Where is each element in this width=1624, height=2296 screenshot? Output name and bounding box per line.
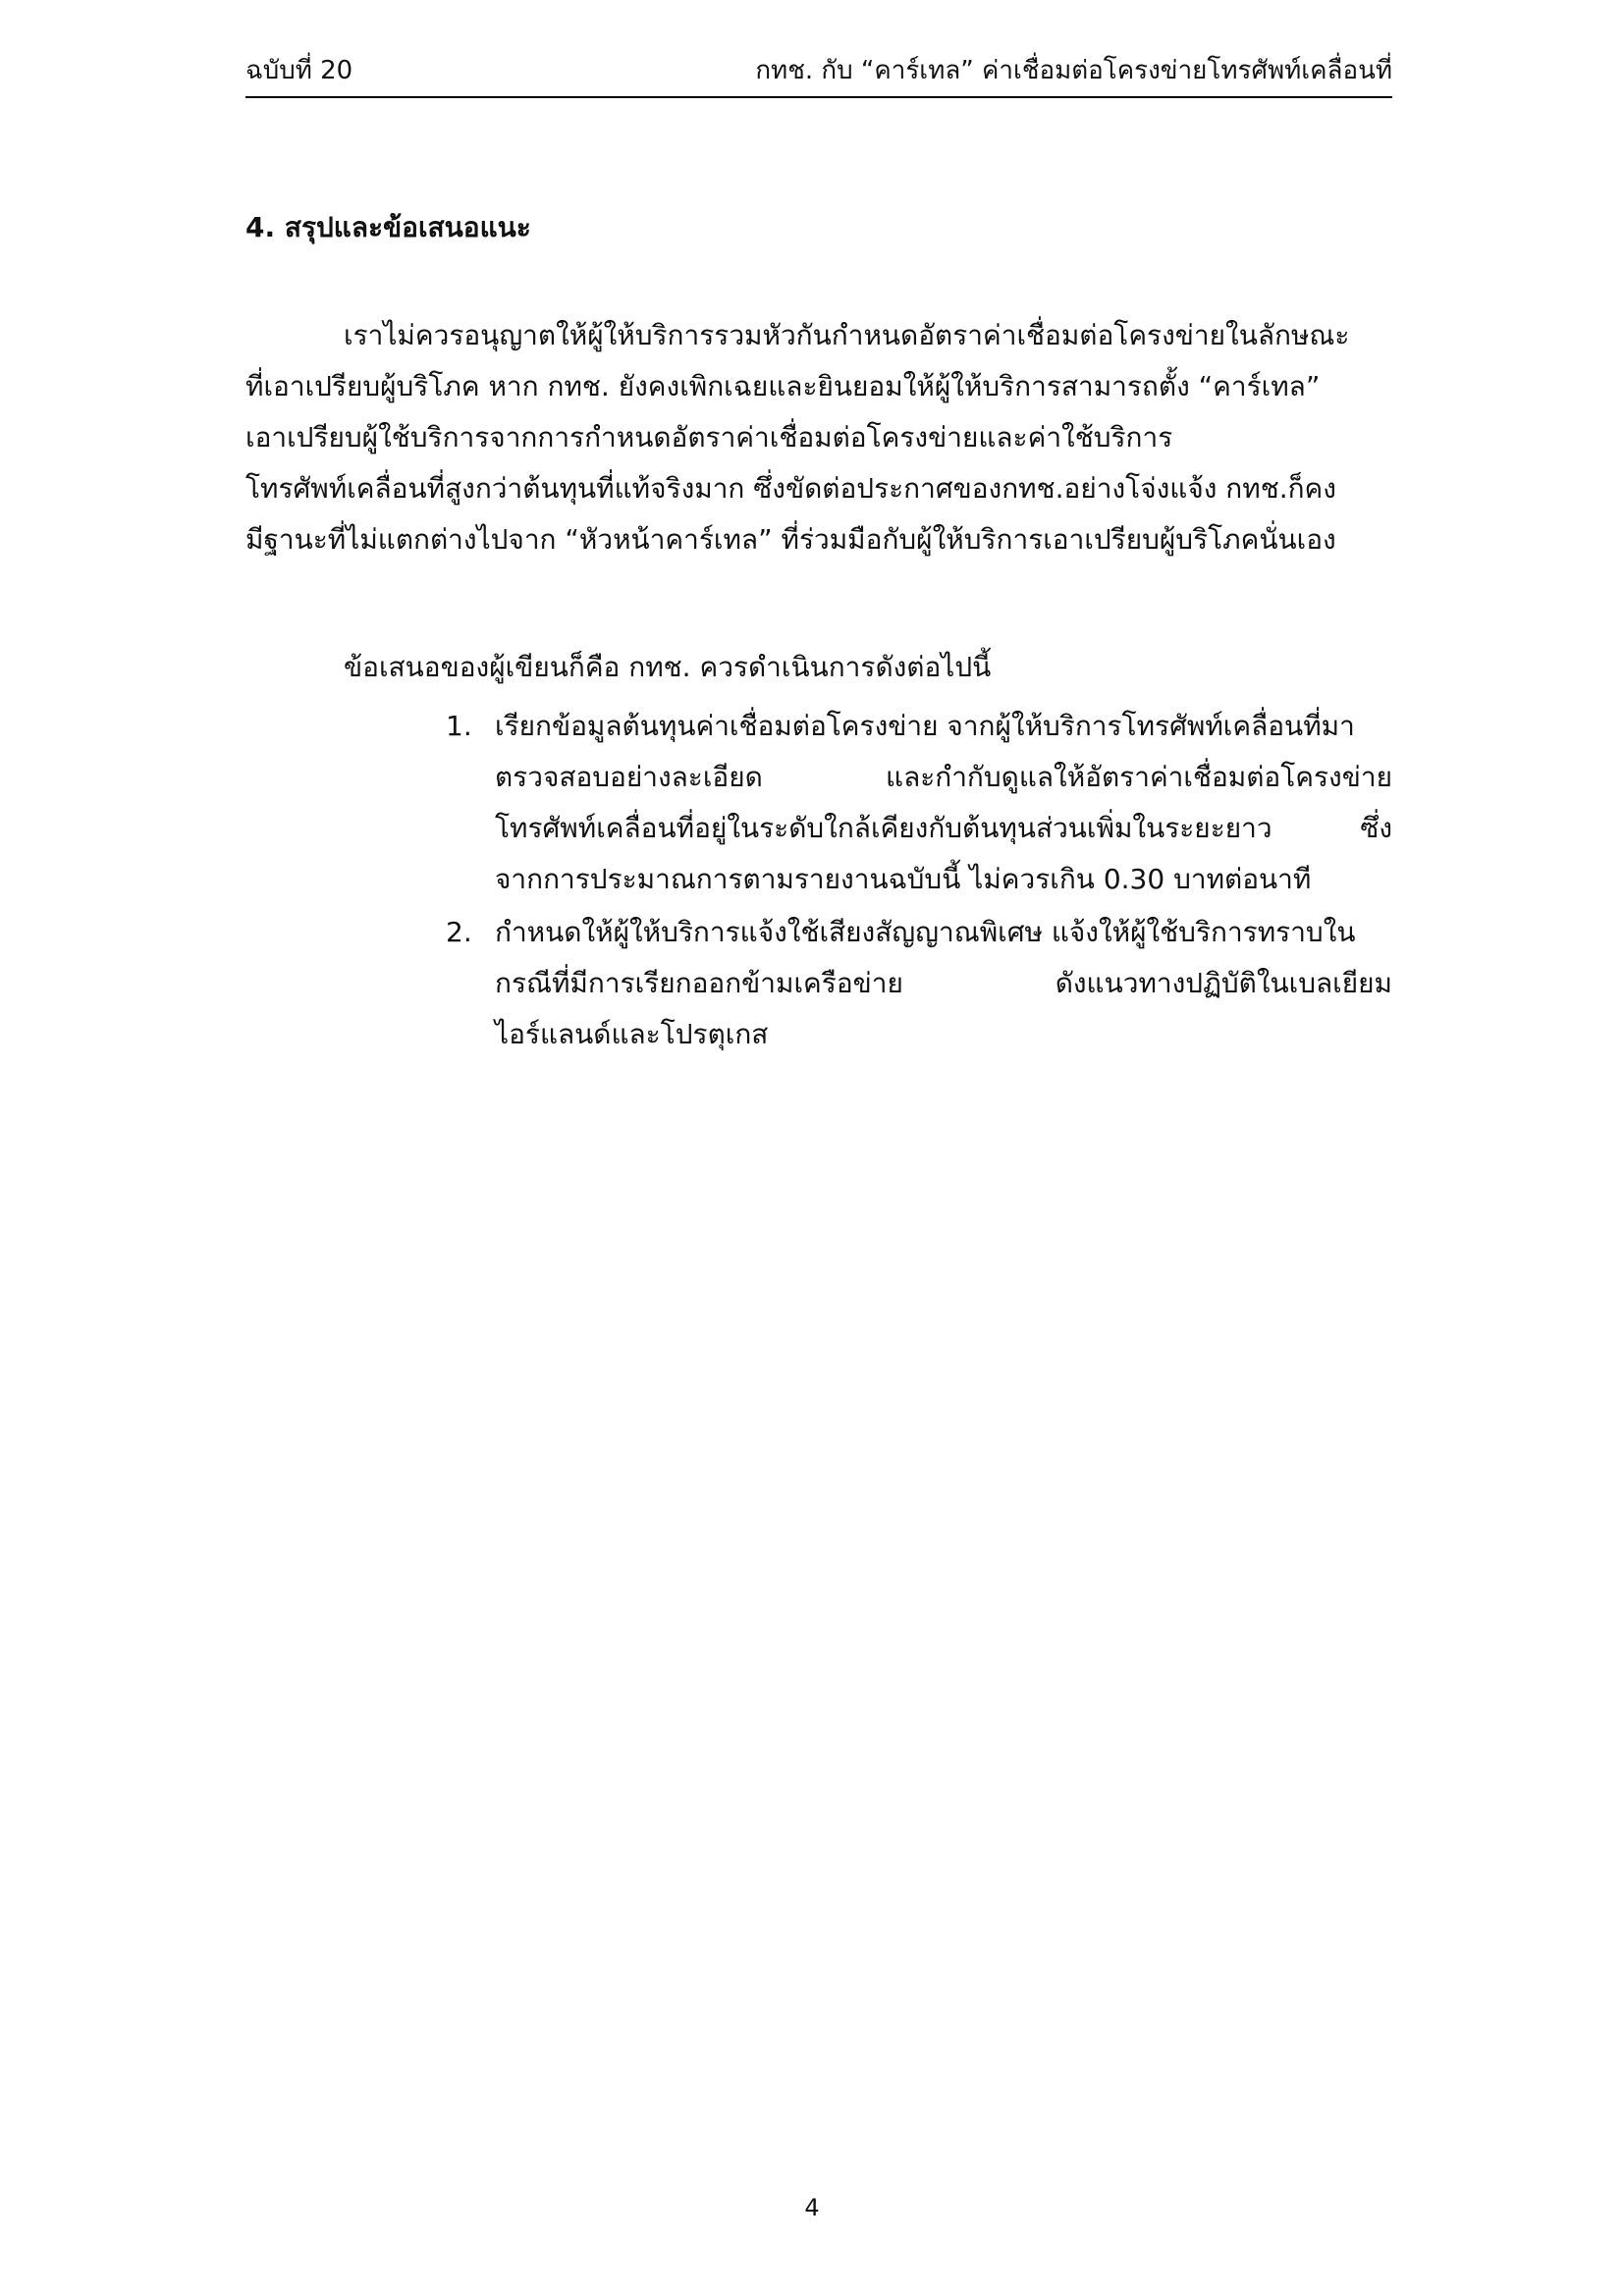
item-number: 1.	[446, 710, 472, 742]
recommendation-list	[442, 701, 1392, 1062]
item-number: 2.	[446, 916, 472, 948]
item-line	[495, 752, 1392, 803]
item-text: และกำกับดูแลให้อัตราค่าเชื่อมต่อโครงข่าย	[886, 761, 1392, 793]
paragraph-line: ที่เอาเปรียบผู้บริโภค หาก กทช. ยังคงเพิกเฉยและยินยอมให้ผู้ให้บริการสามารถตั้ง “คาร์เทล”	[245, 370, 1321, 402]
item-text: เรียกข้อมูลต้นทุนค่าเชื่อมต่อโครงข่าย จากผู้ให้บริการโทรศัพท์เคลื่อนที่มา	[495, 710, 1355, 742]
item-line	[495, 701, 1392, 752]
paragraph-line: โทรศัพท์เคลื่อนที่สูงกว่าต้นทุนที่แท้จริงมาก ซึ่งขัดต่อประกาศของกทช.อย่างโจ่งแจ้ง กทช.ก็คง	[245, 472, 1336, 505]
recommendation-intro: ข้อเสนอของผู้เขียนก็คือ กทช. ควรดำเนินการดังต่อไปนี้	[344, 651, 992, 683]
issue-number: ฉบับที่ 20	[245, 56, 353, 85]
item-text: ตรวจสอบอย่างละเอียด	[495, 761, 763, 793]
paragraph-line: เอาเปรียบผู้ใช้บริการจากการกำหนดอัตราค่าเชื่อมต่อโครงข่ายและค่าใช้บริการ	[245, 421, 1173, 454]
section-heading: 4. สรุปและข้อเสนอแนะ	[245, 211, 531, 243]
item-text: ซึ่ง	[1360, 812, 1392, 844]
running-title: กทช. กับ “คาร์เทล” ค่าเชื่อมต่อโครงข่ายโทรศัพท์เคลื่อนที่	[755, 56, 1392, 85]
item-text: โทรศัพท์เคลื่อนที่อยู่ในระดับใกล้เคียงกับต้นทุนส่วนเพิ่มในระยะยาว	[495, 812, 1272, 844]
page-header	[245, 51, 1392, 98]
item-text: กำหนดให้ผู้ให้บริการแจ้งใช้เสียงสัญญาณพิเศษ แจ้งให้ผู้ใช้บริการทราบใน	[495, 916, 1356, 948]
item-line	[495, 803, 1392, 854]
item-text: ดังแนวทางปฏิบัติในเบลเยียม	[1055, 967, 1392, 999]
paragraph-line: มีฐานะที่ไม่แตกต่างไปจาก “หัวหน้าคาร์เทล” ที่ร่วมมือกับผู้ให้บริการเอาเปรียบผู้บริโภคนั่นเอง	[245, 523, 1336, 556]
list-item	[442, 701, 1392, 905]
item-line	[495, 907, 1392, 958]
item-line	[495, 1009, 1392, 1060]
page-number: 4	[804, 2194, 820, 2221]
item-line	[495, 958, 1392, 1009]
item-text: จากการประมาณการตามรายงานฉบับนี้ ไม่ควรเกิน 0.30 บาทต่อนาที	[495, 863, 1312, 895]
list-item	[442, 907, 1392, 1060]
item-line	[495, 854, 1392, 905]
conclusion-paragraph	[245, 310, 1392, 565]
item-text: กรณีที่มีการเรียกออกข้ามเครือข่าย	[495, 967, 903, 999]
item-text: ไอร์แลนด์และโปรตุเกส	[495, 1018, 769, 1050]
paragraph-line: เราไม่ควรอนุญาตให้ผู้ให้บริการรวมหัวกันกำหนดอัตราค่าเชื่อมต่อโครงข่ายในลักษณะ	[344, 319, 1350, 351]
